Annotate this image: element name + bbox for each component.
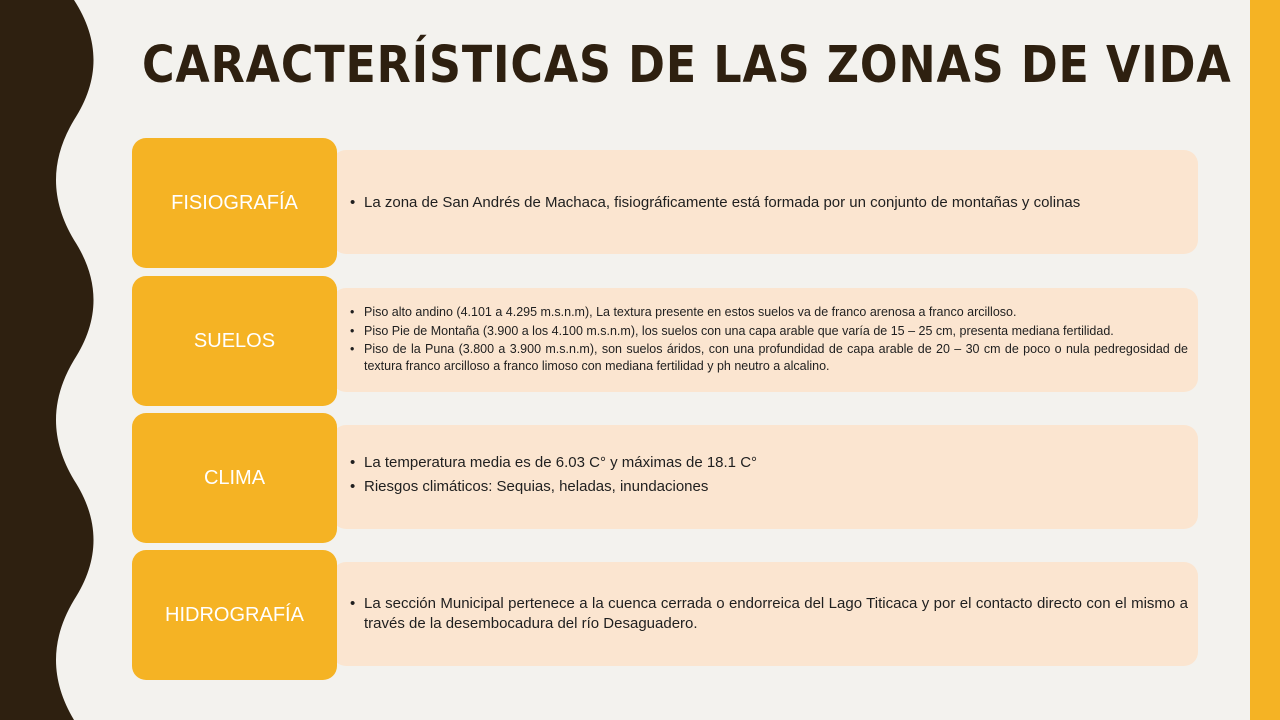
bullet-item: • Piso de la Puna (3.800 a 3.900 m.s.n.m), son suelos áridos, con una profundidad de capa arable de 20 – 30 cm de poco o nula pedregosidad de textura franco arcilloso a franco limoso con mediana fertilidad y ph neutro a alcalino. [354,341,1188,374]
section-content-box [332,150,1198,254]
section-fisiografia [132,138,1198,270]
accent-side-bar [1250,0,1280,720]
section-suelos [132,276,1198,408]
bullet-item: • La zona de San Andrés de Machaca, fisiográficamente está formada por un conjunto de montañas y colinas [354,193,1188,212]
bullet-item: • Piso Pie de Montaña (3.900 a los 4.100 m.s.n.m), los suelos con una capa arable que varía de 15 – 25 cm, presenta mediana fertilidad. [354,323,1188,340]
section-label: SUELOS [132,276,337,406]
bullet-item: • La sección Municipal pertenece a la cuenca cerrada o endorreica del Lago Titicaca y por el contacto directo con el mismo a través de la desembocadura del río Desaguadero. [354,594,1188,634]
bullet-list [342,453,1188,501]
section-hidrografia [132,550,1198,682]
bullet-list [342,304,1188,376]
page-title: CARACTERÍSTICAS DE LAS ZONAS DE VIDA [142,36,1232,95]
section-label: HIDROGRAFÍA [132,550,337,680]
bullet-item: • La temperatura media es de 6.03 C° y máximas de 18.1 C° [354,453,1188,473]
bullet-item: • Riesgos climáticos: Sequias, heladas, inundaciones [354,477,1188,497]
bullet-list [342,193,1188,212]
wavy-side-band [0,0,100,720]
bullet-item: • Piso alto andino (4.101 a 4.295 m.s.n.m), La textura presente en estos suelos va de franco arenosa a franco arcilloso. [354,304,1188,321]
section-content-box [332,288,1198,392]
section-label: CLIMA [132,413,337,543]
section-clima [132,413,1198,545]
section-content-box [332,425,1198,529]
section-content-box [332,562,1198,666]
section-label: FISIOGRAFÍA [132,138,337,268]
bullet-list [342,594,1188,634]
